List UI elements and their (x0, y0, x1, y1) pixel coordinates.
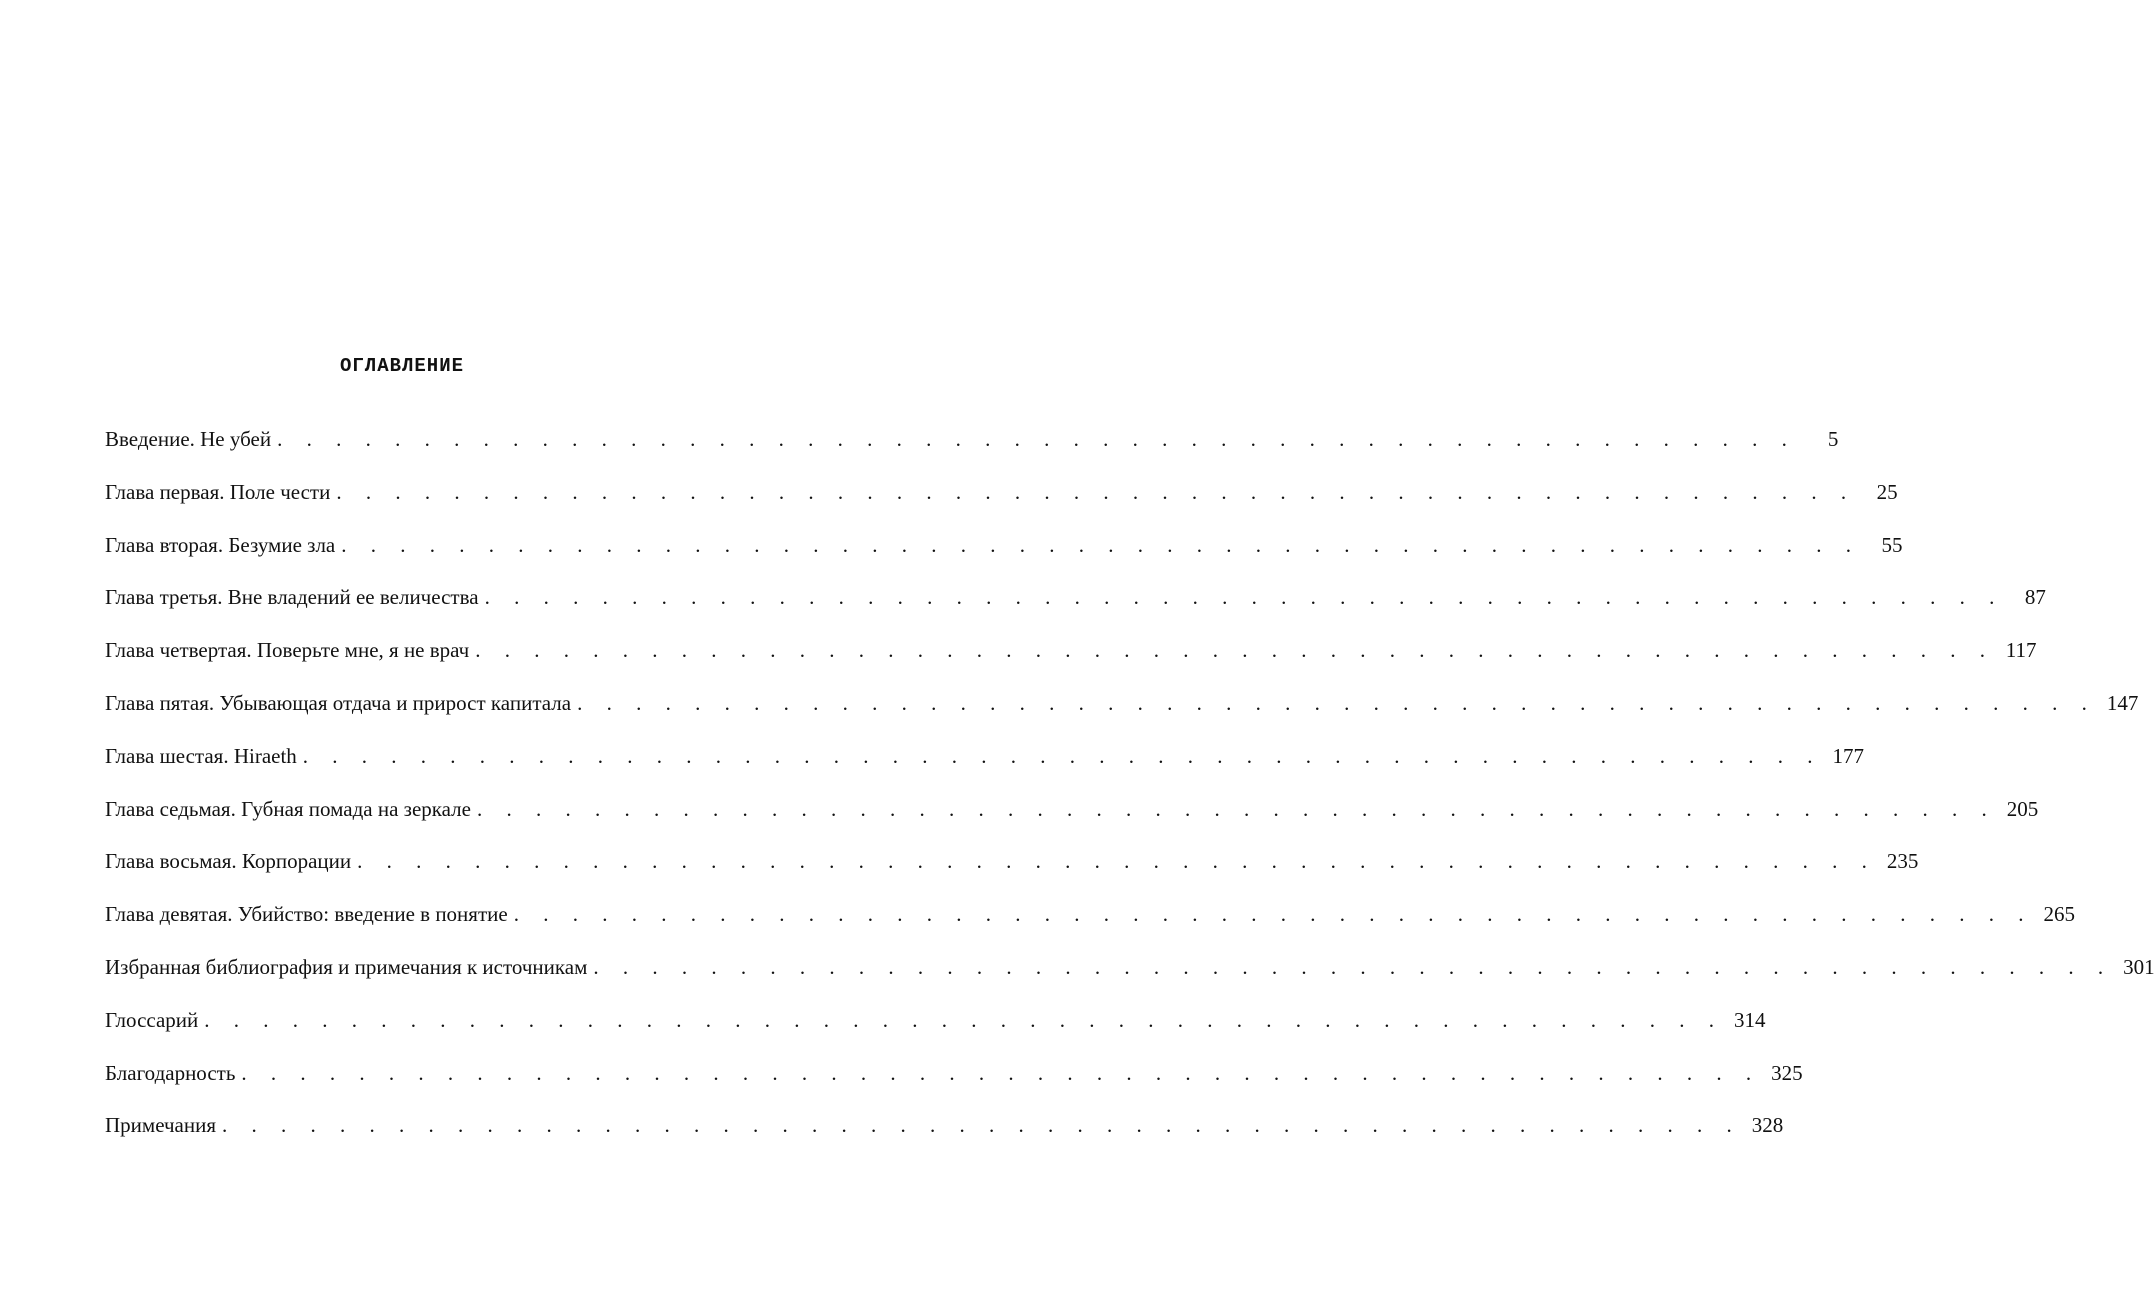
toc-entry-page: 235 (1886, 849, 1919, 874)
dot-leader: . . . . . . . . . . . . . . . . . . . . . . . . . . . . . . . . . . . . . . . . . . . . . . . . . . . . (475, 638, 1995, 663)
toc-entry (105, 742, 1865, 795)
toc-entry-title: Глоссарий (105, 1007, 199, 1032)
toc-entry-title: Избранная библиография и примечания к источникам (105, 954, 588, 979)
toc-entry (105, 636, 2037, 689)
toc-entry-page: 301 (2123, 954, 2155, 979)
toc-entry-title: Глава пятая. Убывающая отдача и прирост капитала (105, 690, 572, 715)
dot-leader: . . . . . . . . . . . . . . . . . . . . . . . . . . . . . . . . . . . . . . . . . . . . . . . . . . . . (336, 479, 1856, 504)
dot-leader: . . . . . . . . . . . . . . . . . . . . . . . . . . . . . . . . . . . . . . . . . . . . . . . . . . . . (204, 1007, 1724, 1032)
dot-leader: . . . . . . . . . . . . . . . . . . . . . . . . . . . . . . . . . . . . . . . . . . . . . . . . . . . . (302, 743, 1823, 768)
toc-entry-title: Глава четвертая. Поверьте мне, я не врач (105, 638, 470, 663)
toc-entry-title: Введение. Не убей (105, 427, 272, 451)
toc-entry-page: 325 (1771, 1060, 1803, 1085)
toc-entry (105, 1111, 1784, 1164)
dot-leader: . . . . . . . . . . . . . . . . . . . . . . . . . . . . . . . . . . . . . . . . . . . . . . . . . . . . (357, 849, 1877, 874)
dot-leader: . . . . . . . . . . . . . . . . . . . . . . . . . . . . . . . . . . . . . . . . . . . . . . . . . . . . (484, 585, 2004, 610)
dot-leader: . . . . . . . . . . . . . . . . . . . . . . . . . . . . . . . . . . . . . . . . . . . . . . . . . . . . (241, 1060, 1761, 1085)
dot-leader: . . . . . . . . . . . . . . . . . . . . . . . . . . . . . . . . . . . . . . . . . . . . . . . . . . . . (593, 954, 2113, 979)
toc-entry-page: 314 (1734, 1007, 1766, 1032)
toc-entry-page: 55 (1881, 532, 1903, 557)
toc-entry-page: 87 (2024, 585, 2046, 610)
dot-leader: . . . . . . . . . . . . . . . . . . . . . . . . . . . . . . . . . . . . . . . . . . . . . . . . . . . . (513, 902, 2033, 927)
toc-entry (105, 847, 1919, 900)
toc-entry-page: 265 (2043, 902, 2075, 927)
toc-entry-title: Глава первая. Поле чести (105, 479, 331, 504)
dot-leader: . . . . . . . . . . . . . . . . . . . . . . . . . . . . . . . . . . . . . . . . . . . . . . . . . . . . (277, 427, 1797, 451)
toc-entry-page: 328 (1751, 1113, 1784, 1138)
toc-entry (105, 1006, 1766, 1059)
toc-entry-title: Глава восьмая. Корпорации (105, 849, 352, 874)
toc-entry (105, 900, 2075, 953)
toc-entry (105, 425, 1839, 478)
dot-leader: . . . . . . . . . . . . . . . . . . . . . . . . . . . . . . . . . . . . . . . . . . . . . . . . . . . . (341, 532, 1861, 557)
toc-entry-title: Глава седьмая. Губная помада на зеркале (105, 796, 471, 821)
toc-entry-page: 147 (2106, 690, 2139, 715)
page-title: ОГЛАВЛЕНИЕ (339, 355, 465, 377)
toc-entry-title: Глава девятая. Убийство: введение в понятие (105, 902, 508, 927)
toc-entry-title: Благодарность (105, 1060, 236, 1085)
toc-entry (105, 795, 2039, 848)
toc-entry-page: 205 (2006, 796, 2039, 821)
toc-entry (105, 689, 2139, 742)
toc-entry-page: 25 (1876, 479, 1898, 504)
dot-leader: . . . . . . . . . . . . . . . . . . . . . . . . . . . . . . . . . . . . . . . . . . . . . . . . . . . . (577, 690, 2097, 715)
dot-leader: . . . . . . . . . . . . . . . . . . . . . . . . . . . . . . . . . . . . . . . . . . . . . . . . . . . . (222, 1113, 1742, 1138)
toc-entry-page: 177 (1832, 743, 1865, 768)
toc-entry (105, 531, 1903, 584)
toc-entry-page: 5 (1827, 427, 1839, 451)
toc-entry-page: 117 (2005, 638, 2037, 663)
toc-entry-title: Примечания (105, 1113, 217, 1138)
toc-entry-title: Глава вторая. Безумие зла (105, 532, 336, 557)
toc-entry (105, 953, 2155, 1006)
toc-entry (105, 478, 1898, 531)
dot-leader: . . . . . . . . . . . . . . . . . . . . . . . . . . . . . . . . . . . . . . . . . . . . . . . . . . . . (476, 796, 1997, 821)
toc-entry-title: Глава третья. Вне владений ее величества (105, 585, 479, 610)
toc-entry (105, 583, 2046, 636)
toc-entry-title: Глава шестая. Hiraeth (105, 743, 297, 768)
table-of-contents (105, 425, 2155, 1164)
toc-entry (105, 1059, 1803, 1112)
